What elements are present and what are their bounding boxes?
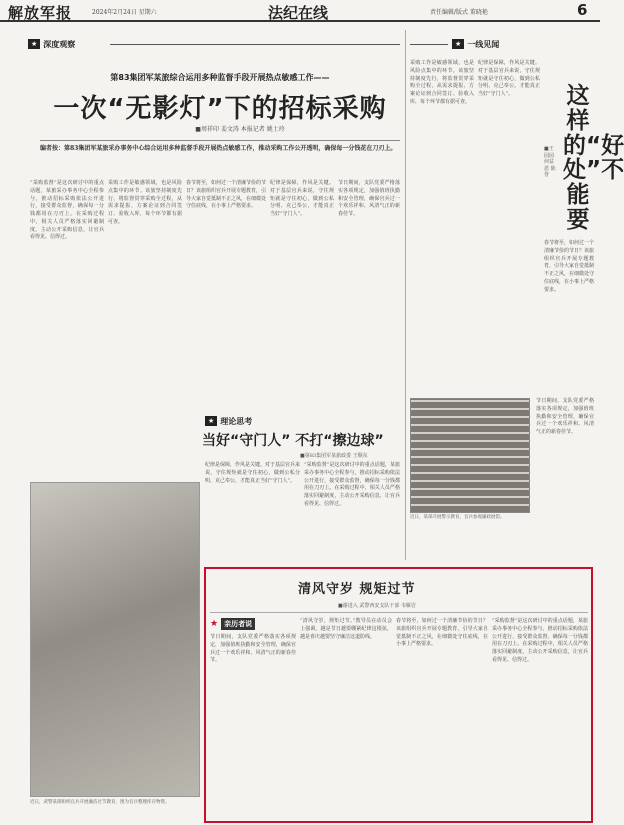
tag-commentary [205,414,252,428]
page-number: 6 [577,1,588,19]
soldiers-sorting-supplies-photo [30,482,200,797]
highlight-body-col-2: “清风守岁，规矩过节。”教导员在动员会上强调，越是节日越要绷紧纪律这根弦，越是喜庆越要坚守廉洁这道防线。 [300,618,392,640]
side-headline: 这样的“好处”不能要 [563,83,624,234]
tag-label: 理论思考 [220,416,253,426]
lead-summary: 编者按：第83集团军某旅采办事务中心综合运用多种监督手段开展热点敏感工作，推动采购工作公开透明，确保每一分钱花在刀刃上。 [40,140,400,174]
divider [110,44,400,45]
newspaper-logo: 解放军报 [8,4,73,22]
lead-body-col-3: 春节将至，如何过一个清廉节俭的节日？该旅组织官兵开展专题教育，引导大家自觉抵制不正之风，在细微处守住底线，在小事上严格要求。 [186,180,267,210]
star-icon: ★ [28,39,40,49]
commentary-body-col-1: 纪律是保障，作风是关键。对于基层官兵来说，守住规矩就是守住初心，做到公私分明、克己奉公，才能真正当好“守门人”。 [205,462,301,484]
tag-frontline [452,37,499,51]
lead-byline: ■周祥印 姜文涛 本报记者 姚士玲 [195,126,285,133]
star-icon: ★ [205,416,217,426]
highlight-body-col-3: 春节将至，如何过一个清廉节俭的节日？该旅组织官兵开展专题教育，引导大家自觉抵制不正之风，在细微处守住底线，在小事上严格要求。 [396,618,488,648]
highlight-headline: 清风守岁 规矩过节 [298,582,416,597]
left-photo-caption: 近日，武警某部组织官兵开展廉洁过节教育，图为官兵整理库存物资。 [30,800,170,805]
commentary-byline: ■第83集团军某旅政委 王顺东 [300,453,368,459]
divider [210,612,588,613]
lead-body-col-2: 采购工作是敏感领域，也是风险点集中的环节。该旅坚持制度先行，将监督贯穿采购全过程，从需求提报、方案论证到合同签订、验收入库，每个环节都有据可查。 [108,180,182,225]
highlight-body-col-4: “采购监督”是这次研讨中的重点话题，某旅采办事务中心全程参与，推动招标采购依法公开进行，接受群众监督，确保每一分钱都用在刀刃上。在采购过程中，相关人员严格落实回避制度，主动公开采购信息，让官兵看得见、信得过。 [492,618,588,663]
commentary-headline: 当好“守门人” 不打“擦边球” [202,433,384,449]
section-title: 法纪在线 [268,4,329,22]
divider [410,44,448,45]
editors-line: 责任编辑/版式 董晓艳 [430,9,488,16]
side-body-col-3: 春节将至，如何过一个清廉节俭的节日？该旅组织官兵开展专题教育，引导大家自觉抵制不正之风，在细微处守住底线，在小事上严格要求。 [544,240,595,293]
masthead [0,0,600,22]
lead-headline: 一次“无影灯”下的招标采购 [53,94,387,124]
tag-experience [210,618,255,630]
lead-body-col-1: “采购监督”是这次研讨中的重点话题，某旅采办事务中心全程参与，推动招标采购依法公开进行，接受群众监督，确保每一分钱都用在刀刃上。在采购过程中，相关人员严格落实回避制度，主动公开采购信息，让官兵看得见、信得过。 [30,180,104,241]
side-byline: ■王园园 何益恩 陈 誉 [544,146,556,178]
star-icon: ★ [452,39,464,49]
tag-label: 一线见闻 [467,39,500,49]
star-icon: ★ [210,619,219,629]
column-divider [405,30,406,560]
lead-kicker: 第83集团军某旅综合运用多种监督手段开展热点敏感工作—— [110,73,330,82]
issue-date: 2024年2月24日 星期六 [92,9,157,16]
lead-body-col-5: 节日期间，支队党委严格落实各项规定，加强值班执勤和安全管理，确保官兵过一个欢乐祥和、风清气正的新春佳节。 [338,180,400,217]
lead-body-col-4: 纪律是保障，作风是关键。对于基层官兵来说，守住规矩就是守住初心，做到公私分明、克己奉公，才能真正当好“守门人”。 [270,180,334,217]
commentary-body-col-2: “采购监督”是这次研讨中的重点话题，某旅采办事务中心全程参与，推动招标采购依法公开进行，接受群众监督，确保每一分钱都用在刀刃上。在采购过程中，相关人员严格落实回避制度，主动公开采购信息，让官兵看得见、信得过。 [304,462,400,507]
tag-label: 深度观察 [43,39,76,49]
tag-deep-observe [28,37,75,51]
highlight-byline: ■谢进入 武警西安支队干部 韦雁岩 [338,603,416,609]
side-body-col-1: 采购工作是敏感领域，也是风险点集中的环节。该旅坚持制度先行，将监督贯穿采购全过程，从需求提报、方案论证到合同签订、验收入库，每个环节都有据可查。 [410,60,474,105]
side-body-col-4: 节日期间，支队党委严格落实各项规定，加强值班执勤和安全管理，确保官兵过一个欢乐祥和、风清气正的新春佳节。 [536,398,594,435]
tag-label: 亲历者说 [221,618,255,630]
highlight-body-col-1: 节日期间，支队党委严格落实各项规定，加强值班执勤和安全管理，确保官兵过一个欢乐祥和、风清气正的新春佳节。 [210,634,296,664]
right-photo-caption: 近日，某部开展警示教育，官兵参观廉政展馆。 [410,515,505,520]
side-body-col-2: 纪律是保障，作风是关键。对于基层官兵来说，守住规矩就是守住初心，做到公私分明、克己奉公，才能真正当好“守门人”。 [478,60,540,97]
